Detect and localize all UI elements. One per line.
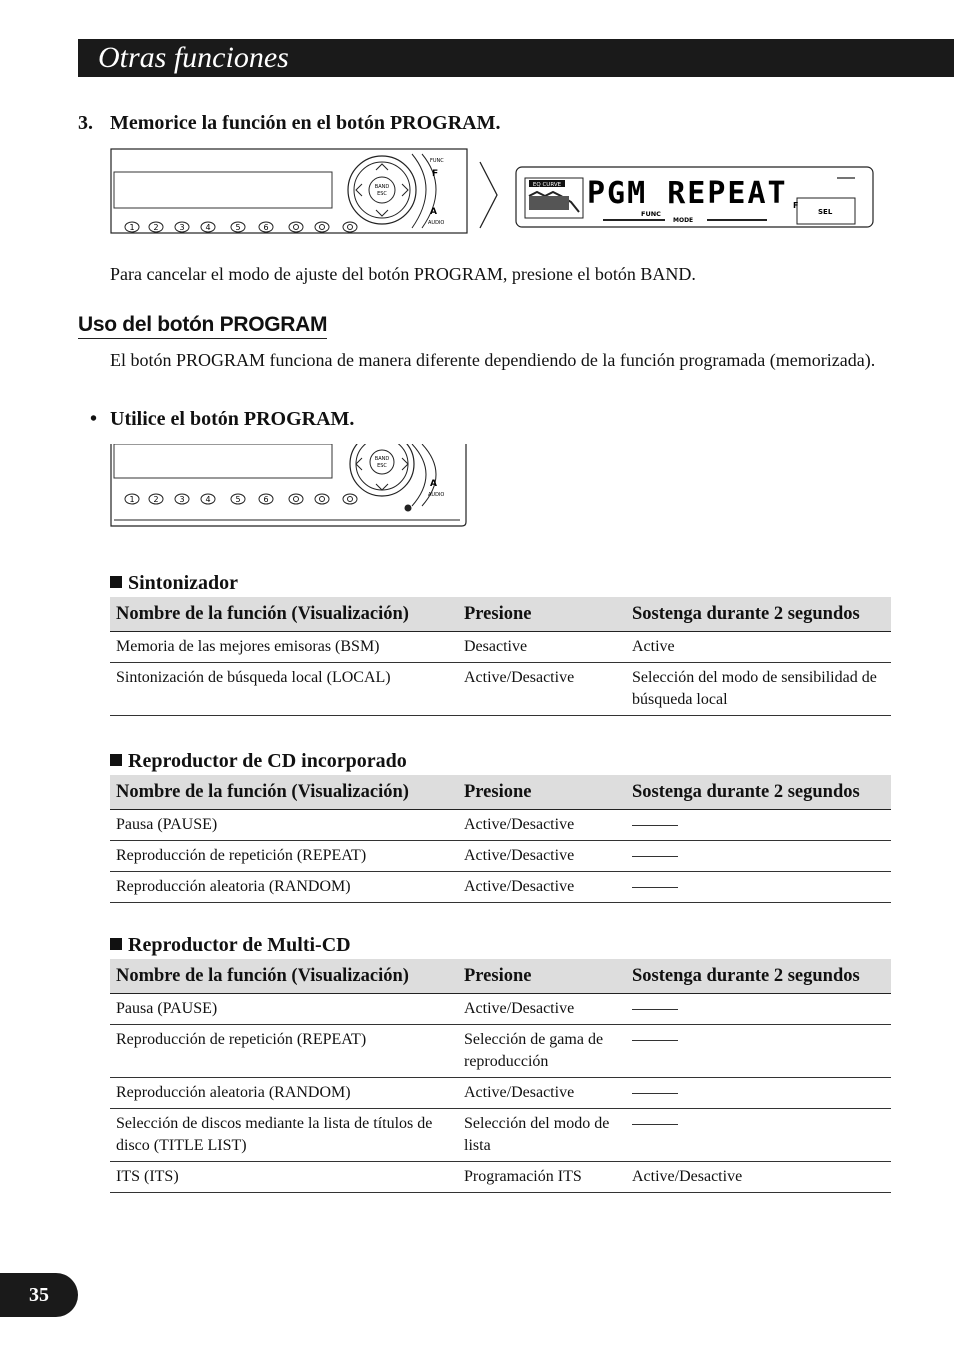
preset-key-6: 6 <box>263 223 269 232</box>
cell-function: Pausa (PAUSE) <box>110 810 458 841</box>
col-header-hold: Sostenga durante 2 segundos <box>626 597 891 632</box>
col-header-function: Nombre de la función (Visualización) <box>110 775 458 810</box>
col-header-function: Nombre de la función (Visualización) <box>110 959 458 994</box>
cell-press: Active/Desactive <box>458 810 626 841</box>
col-header-function: Nombre de la función (Visualización) <box>110 597 458 632</box>
svg-text:2: 2 <box>153 495 159 504</box>
section-heading: Uso del botón PROGRAM <box>78 313 327 339</box>
dash-mark <box>632 1009 678 1010</box>
dash-mark <box>632 1124 678 1125</box>
dash-mark <box>632 1040 678 1041</box>
square-bullet-icon <box>110 938 122 950</box>
cell-function: Pausa (PAUSE) <box>110 994 458 1025</box>
cell-function: Reproducción de repetición (REPEAT) <box>110 841 458 872</box>
svg-text:5: 5 <box>235 495 241 504</box>
cell-press: Desactive <box>458 632 626 663</box>
cell-function: Reproducción de repetición (REPEAT) <box>110 1025 458 1078</box>
subhead-sintonizador <box>110 572 238 595</box>
subhead-cd <box>110 750 407 773</box>
cell-hold <box>626 872 891 903</box>
table-row <box>110 994 891 1025</box>
cancel-note: Para cancelar el modo de ajuste del botón PROGRAM, presione el botón BAND. <box>110 264 696 284</box>
svg-text:BAND: BAND <box>374 456 390 462</box>
subhead-multi-cd <box>110 934 351 957</box>
bullet-icon: • <box>90 408 98 430</box>
cell-press: Active/Desactive <box>458 872 626 903</box>
preset-key-3: 3 <box>179 223 185 232</box>
display-sel-label: SEL <box>818 208 833 216</box>
dash-mark <box>632 856 678 857</box>
svg-text:6: 6 <box>263 495 269 504</box>
cell-press: Programación ITS <box>458 1162 626 1193</box>
step-number: 3. <box>78 112 93 134</box>
cell-hold <box>626 1109 891 1162</box>
svg-text:A: A <box>430 479 437 489</box>
cell-function: Sintonización de búsqueda local (LOCAL) <box>110 663 458 716</box>
preset-key-2: 2 <box>153 223 159 232</box>
cell-press: Active/Desactive <box>458 994 626 1025</box>
table-row <box>110 1162 891 1193</box>
square-bullet-icon <box>110 754 122 766</box>
svg-text:4: 4 <box>205 495 211 504</box>
step-text: Memorice la función en el botón PROGRAM. <box>110 112 501 134</box>
joystick-dial <box>348 156 416 224</box>
cell-hold <box>626 1025 891 1078</box>
bullet-item <box>90 408 354 431</box>
func-label: FUNC <box>430 158 444 164</box>
table-cd <box>110 775 891 903</box>
cell-function: Memoria de las mejores emisoras (BSM) <box>110 632 458 663</box>
col-header-hold: Sostenga durante 2 segundos <box>626 959 891 994</box>
preset-key-1: 1 <box>129 223 135 232</box>
preset-key-4: 4 <box>205 223 211 232</box>
preset-key-5: 5 <box>235 223 241 232</box>
cell-hold <box>626 841 891 872</box>
dash-mark <box>632 887 678 888</box>
display-func-label: FUNC <box>641 210 661 218</box>
step-3 <box>78 112 501 135</box>
table-header-row <box>110 597 891 632</box>
cell-hold <box>626 994 891 1025</box>
display-f-label: F <box>793 201 799 210</box>
svg-text:3: 3 <box>179 495 185 504</box>
col-header-press: Presione <box>458 597 626 632</box>
cell-press: Active/Desactive <box>458 663 626 716</box>
dash-mark <box>632 825 678 826</box>
subhead-text: Reproductor de CD incorporado <box>128 750 407 772</box>
arrow-right-icon <box>478 160 500 230</box>
subhead-text: Reproductor de Multi-CD <box>128 934 351 956</box>
col-header-press: Presione <box>458 959 626 994</box>
table-row <box>110 1078 891 1109</box>
svg-text:ESC: ESC <box>377 463 387 469</box>
svg-text:AUDIO: AUDIO <box>428 492 445 498</box>
table-header-row <box>110 775 891 810</box>
table-sintonizador <box>110 597 891 716</box>
svg-text:1: 1 <box>129 495 135 504</box>
cell-press: Selección de gama de reproducción <box>458 1025 626 1078</box>
cell-function: Reproducción aleatoria (RANDOM) <box>110 872 458 903</box>
cell-hold <box>626 1078 891 1109</box>
cell-press: Selección del modo de lista <box>458 1109 626 1162</box>
cell-press: Active/Desactive <box>458 1078 626 1109</box>
band-label: BAND <box>374 184 390 190</box>
table-row <box>110 841 891 872</box>
cell-hold: Active/Desactive <box>626 1162 891 1193</box>
cell-hold <box>626 810 891 841</box>
audio-label: AUDIO <box>428 220 445 226</box>
head-unit-illustration-2 <box>110 444 470 530</box>
head-unit-illustration <box>110 148 470 236</box>
a-label: A <box>430 207 437 217</box>
square-bullet-icon <box>110 576 122 588</box>
table-row <box>110 663 891 716</box>
table-header-row <box>110 959 891 994</box>
col-header-press: Presione <box>458 775 626 810</box>
page-title: Otras funciones <box>98 41 289 74</box>
col-header-hold: Sostenga durante 2 segundos <box>626 775 891 810</box>
table-multi-cd <box>110 959 891 1193</box>
cell-function: Reproducción aleatoria (RANDOM) <box>110 1078 458 1109</box>
table-row <box>110 632 891 663</box>
section-intro: El botón PROGRAM funciona de manera diferente dependiendo de la función programada (memorizada). <box>110 350 876 370</box>
eq-curve-label: EQ CURVE <box>532 182 562 188</box>
cell-press: Active/Desactive <box>458 841 626 872</box>
table-row <box>110 872 891 903</box>
cell-function: Selección de discos mediante la lista de títulos de disco (TITLE LIST) <box>110 1109 458 1162</box>
lcd-text: PGM REPEAT <box>587 176 788 211</box>
header-bar <box>78 39 954 77</box>
esc-label: ESC <box>377 191 387 197</box>
cell-hold: Active <box>626 632 891 663</box>
dash-mark <box>632 1093 678 1094</box>
display-mode-label: MODE <box>673 217 694 224</box>
page-number: 35 <box>0 1273 78 1317</box>
bullet-text: Utilice el botón PROGRAM. <box>110 408 355 430</box>
lcd-display-illustration <box>515 166 875 230</box>
table-row <box>110 810 891 841</box>
cell-hold: Selección del modo de sensibilidad de búsqueda local <box>626 663 891 716</box>
table-row <box>110 1109 891 1162</box>
f-label: F <box>432 169 439 179</box>
cell-function: ITS (ITS) <box>110 1162 458 1193</box>
subhead-text: Sintonizador <box>128 572 239 594</box>
table-row <box>110 1025 891 1078</box>
